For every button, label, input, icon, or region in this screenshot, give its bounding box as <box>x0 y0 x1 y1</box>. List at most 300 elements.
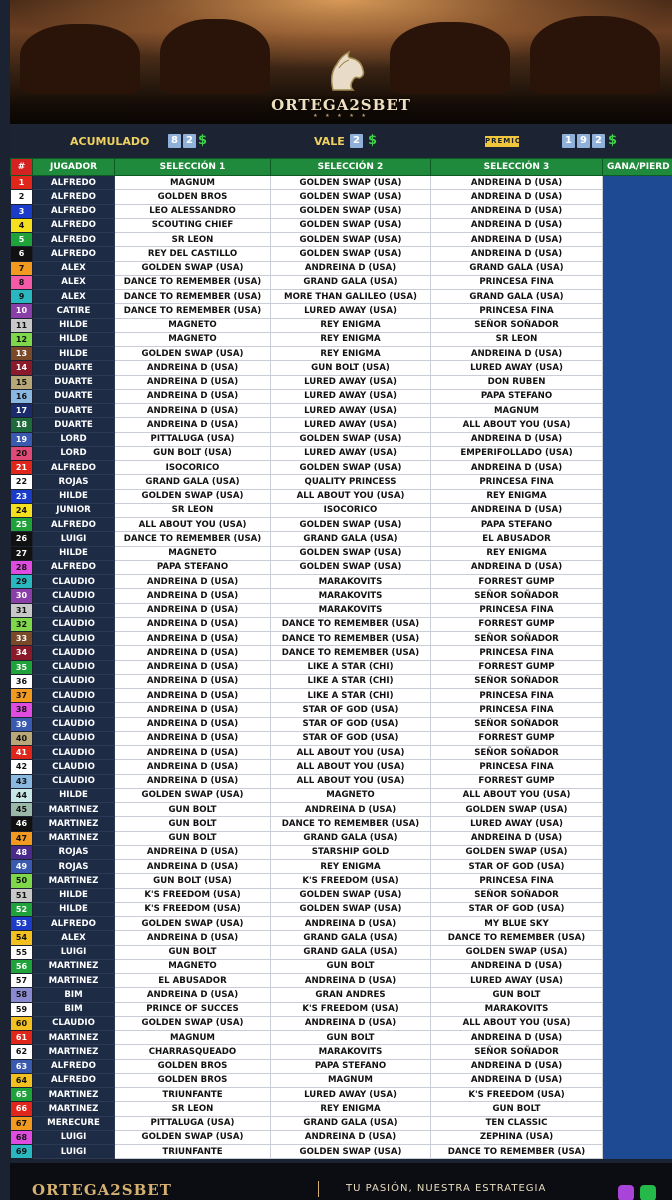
selection-3: ALL ABOUT YOU (USA) <box>431 418 603 432</box>
selection-1: GUN BOLT <box>115 817 271 831</box>
selection-1: ISOCORICO <box>115 461 271 475</box>
selection-1: ANDREINA D (USA) <box>115 746 271 760</box>
player-name: LUIGI <box>33 532 115 546</box>
selection-3: ALL ABOUT YOU (USA) <box>431 1016 603 1030</box>
player-name: MARTINEZ <box>33 959 115 973</box>
selection-3: MAGNUM <box>431 404 603 418</box>
table-row <box>11 233 672 247</box>
table-row <box>11 1045 672 1059</box>
table-row <box>11 332 672 346</box>
selection-2: LURED AWAY (USA) <box>271 418 431 432</box>
instagram-icon[interactable] <box>618 1185 634 1200</box>
table-row <box>11 176 672 190</box>
row-number: 38 <box>11 703 33 717</box>
selection-2: REY ENIGMA <box>271 1102 431 1116</box>
selection-1: ANDREINA D (USA) <box>115 632 271 646</box>
table-row <box>11 204 672 218</box>
row-number: 64 <box>11 1073 33 1087</box>
table-row <box>11 931 672 945</box>
selection-2: GOLDEN SWAP (USA) <box>271 560 431 574</box>
selection-2: ISOCORICO <box>271 503 431 517</box>
selection-3: FORREST GUMP <box>431 660 603 674</box>
selection-3: PRINCESA FINA <box>431 603 603 617</box>
selection-2: GUN BOLT (USA) <box>271 361 431 375</box>
player-name: MARTINEZ <box>33 803 115 817</box>
selection-1: GOLDEN SWAP (USA) <box>115 788 271 802</box>
row-number: 23 <box>11 489 33 503</box>
gana-pierde-cell <box>603 261 672 275</box>
selection-3: DANCE TO REMEMBER (USA) <box>431 1145 603 1159</box>
selection-2: GOLDEN SWAP (USA) <box>271 204 431 218</box>
selection-3: ANDREINA D (USA) <box>431 218 603 232</box>
selection-2: MARAKOVITS <box>271 575 431 589</box>
row-number: 25 <box>11 518 33 532</box>
selection-3: PRINCESA FINA <box>431 475 603 489</box>
row-number: 9 <box>11 290 33 304</box>
player-name: ALFREDO <box>33 1059 115 1073</box>
selection-3: EMPERIFOLLADO (USA) <box>431 446 603 460</box>
selection-3: GRAND GALA (USA) <box>431 290 603 304</box>
selection-3: ANDREINA D (USA) <box>431 959 603 973</box>
column-header: GANA/PIERD <box>603 159 672 176</box>
selection-3: GRAND GALA (USA) <box>431 261 603 275</box>
selection-1: GUN BOLT <box>115 803 271 817</box>
selection-3: GUN BOLT <box>431 988 603 1002</box>
table-row <box>11 489 672 503</box>
table-row <box>11 959 672 973</box>
selection-1: ANDREINA D (USA) <box>115 674 271 688</box>
table-row <box>11 503 672 517</box>
selection-3: DON RUBEN <box>431 375 603 389</box>
premio-digit: 2 <box>592 134 605 148</box>
selection-1: GOLDEN SWAP (USA) <box>115 347 271 361</box>
player-name: CLAUDIO <box>33 703 115 717</box>
gana-pierde-cell <box>603 959 672 973</box>
selection-3: FORREST GUMP <box>431 575 603 589</box>
column-header: SELECCIÓN 3 <box>431 159 603 176</box>
gana-pierde-cell <box>603 945 672 959</box>
row-number: 59 <box>11 1002 33 1016</box>
horse-silhouette-icon <box>390 22 510 94</box>
gana-pierde-cell <box>603 190 672 204</box>
selection-2: STAR OF GOD (USA) <box>271 717 431 731</box>
table-row <box>11 760 672 774</box>
gana-pierde-cell <box>603 275 672 289</box>
row-number: 49 <box>11 860 33 874</box>
selection-2: STARSHIP GOLD <box>271 845 431 859</box>
row-number: 22 <box>11 475 33 489</box>
selection-2: LURED AWAY (USA) <box>271 1088 431 1102</box>
selection-3: SEÑOR SOÑADOR <box>431 746 603 760</box>
gana-pierde-cell <box>603 404 672 418</box>
gana-pierde-cell <box>603 817 672 831</box>
column-header: SELECCIÓN 1 <box>115 159 271 176</box>
row-number: 36 <box>11 674 33 688</box>
row-number: 50 <box>11 874 33 888</box>
selection-2: LURED AWAY (USA) <box>271 304 431 318</box>
table-row <box>11 1130 672 1144</box>
selection-3: K'S FREEDOM (USA) <box>431 1088 603 1102</box>
selection-2: MAGNUM <box>271 1073 431 1087</box>
selection-1: GUN BOLT <box>115 945 271 959</box>
selection-1: ANDREINA D (USA) <box>115 860 271 874</box>
selection-2: DANCE TO REMEMBER (USA) <box>271 632 431 646</box>
gana-pierde-cell <box>603 603 672 617</box>
gana-pierde-cell <box>603 489 672 503</box>
whatsapp-icon[interactable] <box>640 1185 656 1200</box>
row-number: 69 <box>11 1145 33 1159</box>
selection-1: GOLDEN SWAP (USA) <box>115 261 271 275</box>
table-row <box>11 902 672 916</box>
table-body <box>11 176 672 1159</box>
selection-2: ANDREINA D (USA) <box>271 1130 431 1144</box>
selection-3: DANCE TO REMEMBER (USA) <box>431 931 603 945</box>
gana-pierde-cell <box>603 1031 672 1045</box>
selection-2: GRAND GALA (USA) <box>271 532 431 546</box>
table-row <box>11 361 672 375</box>
selection-3: GOLDEN SWAP (USA) <box>431 945 603 959</box>
gana-pierde-cell <box>603 560 672 574</box>
table-row <box>11 1088 672 1102</box>
selection-2: ALL ABOUT YOU (USA) <box>271 774 431 788</box>
selection-3: PRINCESA FINA <box>431 689 603 703</box>
row-number: 11 <box>11 318 33 332</box>
player-name: LORD <box>33 446 115 460</box>
row-number: 20 <box>11 446 33 460</box>
selection-2: GUN BOLT <box>271 1031 431 1045</box>
selection-2: GOLDEN SWAP (USA) <box>271 902 431 916</box>
row-number: 13 <box>11 347 33 361</box>
gana-pierde-cell <box>603 674 672 688</box>
row-number: 63 <box>11 1059 33 1073</box>
gana-pierde-cell <box>603 304 672 318</box>
player-name: ALFREDO <box>33 204 115 218</box>
table-row <box>11 746 672 760</box>
gana-pierde-cell <box>603 361 672 375</box>
selection-1: K'S FREEDOM (USA) <box>115 902 271 916</box>
row-number: 57 <box>11 974 33 988</box>
gana-pierde-cell <box>603 988 672 1002</box>
selection-3: ANDREINA D (USA) <box>431 190 603 204</box>
selection-3: PRINCESA FINA <box>431 646 603 660</box>
player-name: HILDE <box>33 788 115 802</box>
player-name: HILDE <box>33 888 115 902</box>
gana-pierde-cell <box>603 418 672 432</box>
table-row <box>11 1116 672 1130</box>
selection-3: ANDREINA D (USA) <box>431 560 603 574</box>
selection-3: SEÑOR SOÑADOR <box>431 1045 603 1059</box>
selections-table <box>10 158 672 1159</box>
premio-digit: 1 <box>562 134 575 148</box>
row-number: 61 <box>11 1031 33 1045</box>
selection-3: EL ABUSADOR <box>431 532 603 546</box>
selection-1: PAPA STEFANO <box>115 560 271 574</box>
selection-1: DANCE TO REMEMBER (USA) <box>115 304 271 318</box>
selection-1: ANDREINA D (USA) <box>115 845 271 859</box>
selection-1: CHARRASQUEADO <box>115 1045 271 1059</box>
gana-pierde-cell <box>603 974 672 988</box>
gana-pierde-cell <box>603 204 672 218</box>
selection-3: PRINCESA FINA <box>431 703 603 717</box>
brand-tagline-ornament: ★ ★ ★ ★ ★ <box>313 113 369 119</box>
table-row <box>11 731 672 745</box>
row-number: 39 <box>11 717 33 731</box>
selection-1: SR LEON <box>115 233 271 247</box>
table-row <box>11 218 672 232</box>
selection-1: REY DEL CASTILLO <box>115 247 271 261</box>
row-number: 28 <box>11 560 33 574</box>
selection-2: GOLDEN SWAP (USA) <box>271 1145 431 1159</box>
row-number: 1 <box>11 176 33 190</box>
selection-1: PITTALUGA (USA) <box>115 1116 271 1130</box>
row-number: 33 <box>11 632 33 646</box>
player-name: ROJAS <box>33 475 115 489</box>
player-name: HILDE <box>33 546 115 560</box>
selection-1: GOLDEN BROS <box>115 1073 271 1087</box>
selection-1: GOLDEN SWAP (USA) <box>115 1130 271 1144</box>
table-row <box>11 803 672 817</box>
row-number: 66 <box>11 1102 33 1116</box>
player-name: MARTINEZ <box>33 974 115 988</box>
selection-3: SEÑOR SOÑADOR <box>431 589 603 603</box>
selection-3: SR LEON <box>431 332 603 346</box>
table-header-row <box>11 159 672 176</box>
selection-2: ANDREINA D (USA) <box>271 917 431 931</box>
gana-pierde-cell <box>603 233 672 247</box>
row-number: 7 <box>11 261 33 275</box>
gana-pierde-cell <box>603 247 672 261</box>
player-name: ALFREDO <box>33 917 115 931</box>
player-name: ALFREDO <box>33 518 115 532</box>
selection-1: ANDREINA D (USA) <box>115 617 271 631</box>
selection-3: PAPA STEFANO <box>431 518 603 532</box>
player-name: HILDE <box>33 902 115 916</box>
selection-1: DANCE TO REMEMBER (USA) <box>115 275 271 289</box>
selection-1: DANCE TO REMEMBER (USA) <box>115 290 271 304</box>
player-name: HILDE <box>33 318 115 332</box>
gana-pierde-cell <box>603 888 672 902</box>
brand-name: ORTEGA2SBET <box>271 96 411 114</box>
table-row <box>11 1059 672 1073</box>
selection-3: FORREST GUMP <box>431 731 603 745</box>
table-row <box>11 404 672 418</box>
row-number: 26 <box>11 532 33 546</box>
player-name: ALFREDO <box>33 1073 115 1087</box>
row-number: 55 <box>11 945 33 959</box>
table-row <box>11 788 672 802</box>
selection-1: MAGNETO <box>115 332 271 346</box>
gana-pierde-cell <box>603 461 672 475</box>
selection-3: GOLDEN SWAP (USA) <box>431 845 603 859</box>
selection-1: ANDREINA D (USA) <box>115 418 271 432</box>
player-name: MARTINEZ <box>33 874 115 888</box>
gana-pierde-cell <box>603 218 672 232</box>
row-number: 43 <box>11 774 33 788</box>
selection-2: GOLDEN SWAP (USA) <box>271 247 431 261</box>
selection-1: SR LEON <box>115 503 271 517</box>
row-number: 52 <box>11 902 33 916</box>
footer-divider <box>318 1181 319 1197</box>
selection-1: GUN BOLT (USA) <box>115 874 271 888</box>
selection-2: REY ENIGMA <box>271 860 431 874</box>
summary-bar <box>10 124 672 158</box>
gana-pierde-cell <box>603 646 672 660</box>
selection-3: ANDREINA D (USA) <box>431 503 603 517</box>
row-number: 60 <box>11 1016 33 1030</box>
selection-2: MORE THAN GALILEO (USA) <box>271 290 431 304</box>
selection-2: DANCE TO REMEMBER (USA) <box>271 617 431 631</box>
table-row <box>11 546 672 560</box>
selection-1: MAGNETO <box>115 959 271 973</box>
selection-3: ANDREINA D (USA) <box>431 1031 603 1045</box>
selection-3: SEÑOR SOÑADOR <box>431 717 603 731</box>
selection-3: FORREST GUMP <box>431 617 603 631</box>
table-row <box>11 874 672 888</box>
selection-3: LURED AWAY (USA) <box>431 817 603 831</box>
player-name: CLAUDIO <box>33 646 115 660</box>
selection-1: ANDREINA D (USA) <box>115 660 271 674</box>
selection-1: MAGNETO <box>115 546 271 560</box>
table-row <box>11 817 672 831</box>
gana-pierde-cell <box>603 546 672 560</box>
player-name: ALFREDO <box>33 218 115 232</box>
selection-1: K'S FREEDOM (USA) <box>115 888 271 902</box>
selection-2: LURED AWAY (USA) <box>271 375 431 389</box>
selection-1: ANDREINA D (USA) <box>115 603 271 617</box>
premio-label: PREMIO <box>485 137 522 145</box>
table-row <box>11 845 672 859</box>
selection-2: MARAKOVITS <box>271 589 431 603</box>
selection-3: ANDREINA D (USA) <box>431 176 603 190</box>
selection-3: ANDREINA D (USA) <box>431 831 603 845</box>
row-number: 15 <box>11 375 33 389</box>
table-row <box>11 518 672 532</box>
player-name: CLAUDIO <box>33 603 115 617</box>
row-number: 8 <box>11 275 33 289</box>
row-number: 6 <box>11 247 33 261</box>
player-name: MARTINEZ <box>33 1102 115 1116</box>
row-number: 17 <box>11 404 33 418</box>
selection-1: GOLDEN BROS <box>115 1059 271 1073</box>
table-row <box>11 261 672 275</box>
selection-3: PRINCESA FINA <box>431 275 603 289</box>
table-row <box>11 1073 672 1087</box>
table-row <box>11 461 672 475</box>
acumulado-digit: 2 <box>183 134 196 148</box>
acumulado-label: ACUMULADO <box>70 135 150 148</box>
selection-2: REY ENIGMA <box>271 347 431 361</box>
gana-pierde-cell <box>603 617 672 631</box>
gana-pierde-cell <box>603 432 672 446</box>
footer-slogan: TU PASIÓN, NUESTRA ESTRATEGIA <box>346 1183 547 1194</box>
selection-2: GOLDEN SWAP (USA) <box>271 461 431 475</box>
table-row <box>11 347 672 361</box>
gana-pierde-cell <box>603 717 672 731</box>
table-row <box>11 318 672 332</box>
selection-2: LIKE A STAR (CHI) <box>271 689 431 703</box>
selection-2: ANDREINA D (USA) <box>271 974 431 988</box>
selection-1: GOLDEN SWAP (USA) <box>115 489 271 503</box>
gana-pierde-cell <box>603 532 672 546</box>
gana-pierde-cell <box>603 332 672 346</box>
selection-2: STAR OF GOD (USA) <box>271 703 431 717</box>
selection-3: STAR OF GOD (USA) <box>431 860 603 874</box>
player-name: CLAUDIO <box>33 660 115 674</box>
gana-pierde-cell <box>603 788 672 802</box>
row-number: 4 <box>11 218 33 232</box>
table-row <box>11 1102 672 1116</box>
gana-pierde-cell <box>603 831 672 845</box>
selection-1: ANDREINA D (USA) <box>115 760 271 774</box>
selection-2: LURED AWAY (USA) <box>271 404 431 418</box>
selection-1: MAGNUM <box>115 176 271 190</box>
header-banner <box>10 0 672 124</box>
table-row <box>11 632 672 646</box>
table-row <box>11 1016 672 1030</box>
player-name: ALEX <box>33 931 115 945</box>
selection-1: ANDREINA D (USA) <box>115 589 271 603</box>
selection-2: GRAND GALA (USA) <box>271 945 431 959</box>
gana-pierde-cell <box>603 290 672 304</box>
selection-1: ANDREINA D (USA) <box>115 717 271 731</box>
row-number: 68 <box>11 1130 33 1144</box>
selection-3: SEÑOR SOÑADOR <box>431 632 603 646</box>
table-row <box>11 617 672 631</box>
selection-1: ANDREINA D (USA) <box>115 703 271 717</box>
column-header: SELECCIÓN 2 <box>271 159 431 176</box>
player-name: CLAUDIO <box>33 760 115 774</box>
table-row <box>11 1031 672 1045</box>
table-row <box>11 446 672 460</box>
row-number: 27 <box>11 546 33 560</box>
gana-pierde-cell <box>603 1116 672 1130</box>
vale-digit: 2 <box>350 134 363 148</box>
gana-pierde-cell <box>603 475 672 489</box>
selection-2: MARAKOVITS <box>271 1045 431 1059</box>
selection-2: K'S FREEDOM (USA) <box>271 874 431 888</box>
row-number: 47 <box>11 831 33 845</box>
player-name: ALEX <box>33 261 115 275</box>
table-row <box>11 304 672 318</box>
table-row <box>11 888 672 902</box>
player-name: HILDE <box>33 332 115 346</box>
row-number: 24 <box>11 503 33 517</box>
selection-3: ANDREINA D (USA) <box>431 432 603 446</box>
table-row <box>11 589 672 603</box>
player-name: BIM <box>33 988 115 1002</box>
selection-2: GRAND GALA (USA) <box>271 831 431 845</box>
row-number: 30 <box>11 589 33 603</box>
gana-pierde-cell <box>603 1002 672 1016</box>
selection-3: ANDREINA D (USA) <box>431 204 603 218</box>
gana-pierde-cell <box>603 1145 672 1159</box>
player-name: ALFREDO <box>33 233 115 247</box>
selection-3: MY BLUE SKY <box>431 917 603 931</box>
gana-pierde-cell <box>603 176 672 190</box>
horse-head-logo-icon <box>319 46 373 94</box>
player-name: ALFREDO <box>33 560 115 574</box>
table-row <box>11 646 672 660</box>
selection-1: GOLDEN SWAP (USA) <box>115 917 271 931</box>
player-name: MERECURE <box>33 1116 115 1130</box>
gana-pierde-cell <box>603 1130 672 1144</box>
selection-1: ANDREINA D (USA) <box>115 731 271 745</box>
gana-pierde-cell <box>603 1088 672 1102</box>
footer-brand-name: ORTEGA2SBET <box>32 1181 172 1199</box>
player-name: HILDE <box>33 489 115 503</box>
table-row <box>11 603 672 617</box>
selection-1: GOLDEN BROS <box>115 190 271 204</box>
